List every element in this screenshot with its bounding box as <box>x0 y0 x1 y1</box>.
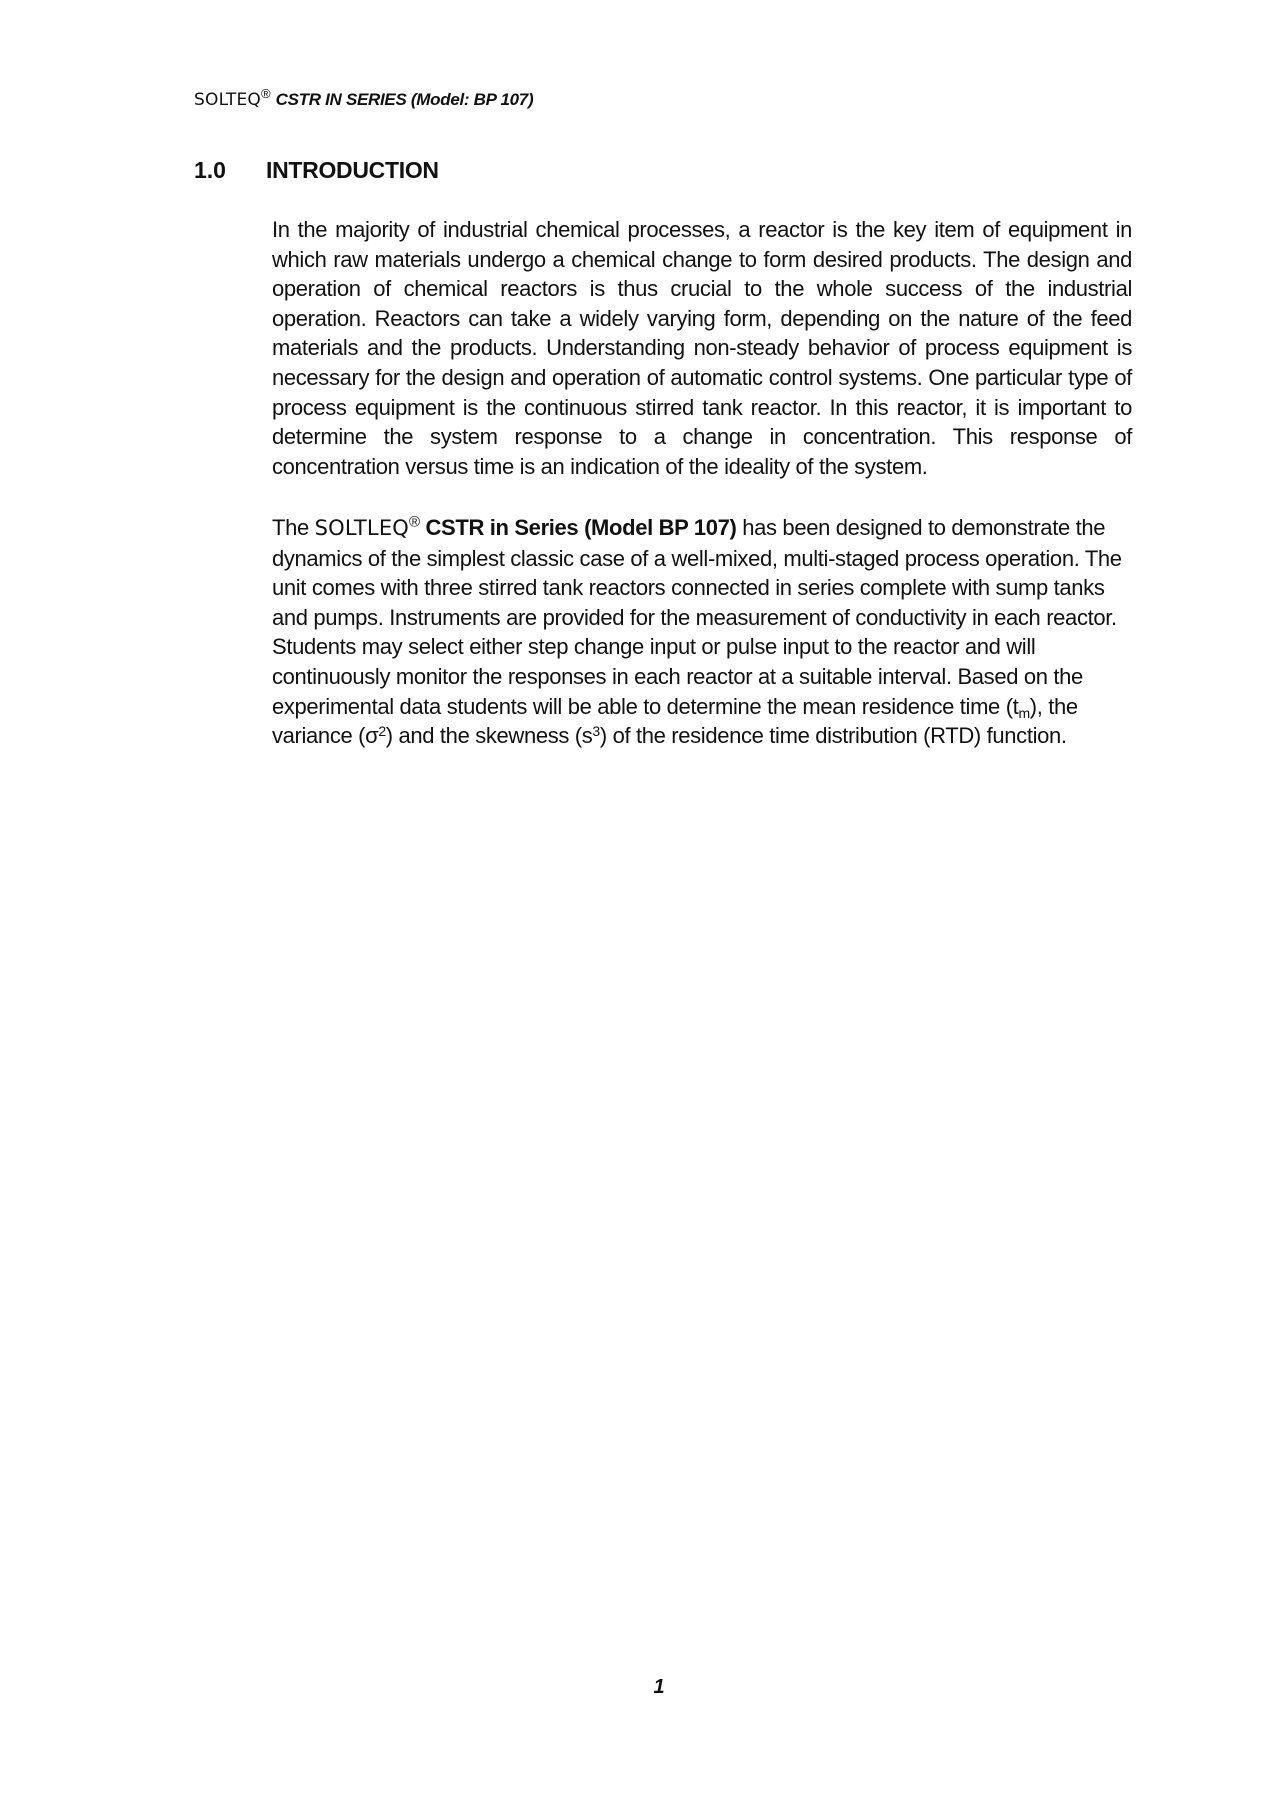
p2-text-a: has been designed to demonstrate the dynamics of the simplest classic case of a well-mixed, multi-staged process operation. The unit comes with three stirred tank reactors connected in series complete with sump tanks and pumps. Instruments are provided for the measurement of conductivity in each reactor. Students may select either step change input or pulse input to the reactor and will continuously monitor the responses in each reactor at a suitable interval. Based on the experimental data students will be able to determine the mean residence time (t <box>272 515 1122 719</box>
intro-paragraph-2 <box>272 513 1132 751</box>
p2-registered-mark: ® <box>409 513 420 531</box>
p2-lead: The <box>272 515 315 540</box>
p2-text-c: ) and the skewness (s <box>385 723 593 749</box>
p2-text-b: ), the variance (σ <box>272 693 1078 749</box>
p2-brand: SOLTLEQ <box>314 516 410 540</box>
header-brand: SOLTEQ <box>194 90 262 110</box>
section-number: 1.0 <box>194 157 226 183</box>
header-document-title: CSTR IN SERIES (Model: BP 107) <box>275 90 534 109</box>
section-title: INTRODUCTION <box>266 157 439 183</box>
section-heading <box>194 156 439 184</box>
page-header <box>194 88 533 111</box>
p2-superscript-3: 3 <box>592 723 600 740</box>
p2-superscript-2: 2 <box>378 723 386 740</box>
p2-text-d: ) of the residence time distribution (RTD) function. <box>599 723 1067 749</box>
p2-product-name: CSTR in Series (Model BP 107) <box>419 515 737 540</box>
p2-subscript-m: m <box>1018 704 1030 721</box>
page-number: 1 <box>653 1676 665 1698</box>
header-registered-mark: ® <box>261 86 271 101</box>
intro-paragraph-1: In the majority of industrial chemical processes, a reactor is the key item of equipment in which raw materials undergo a chemical change to form desired products. The design and operation of chemical reactors is thus crucial to the whole success of the industrial operation. Reactors can take a widely varying form, depending on the nature of the feed materials and the products. Understanding non-steady behavior of process equipment is necessary for the design and operation of automatic control systems. One particular type of process equipment is the continuous stirred tank reactor. In this reactor, it is important to determine the system response to a change in concentration. This response of concentration versus time is an indication of the ideality of the system. <box>272 217 1132 479</box>
